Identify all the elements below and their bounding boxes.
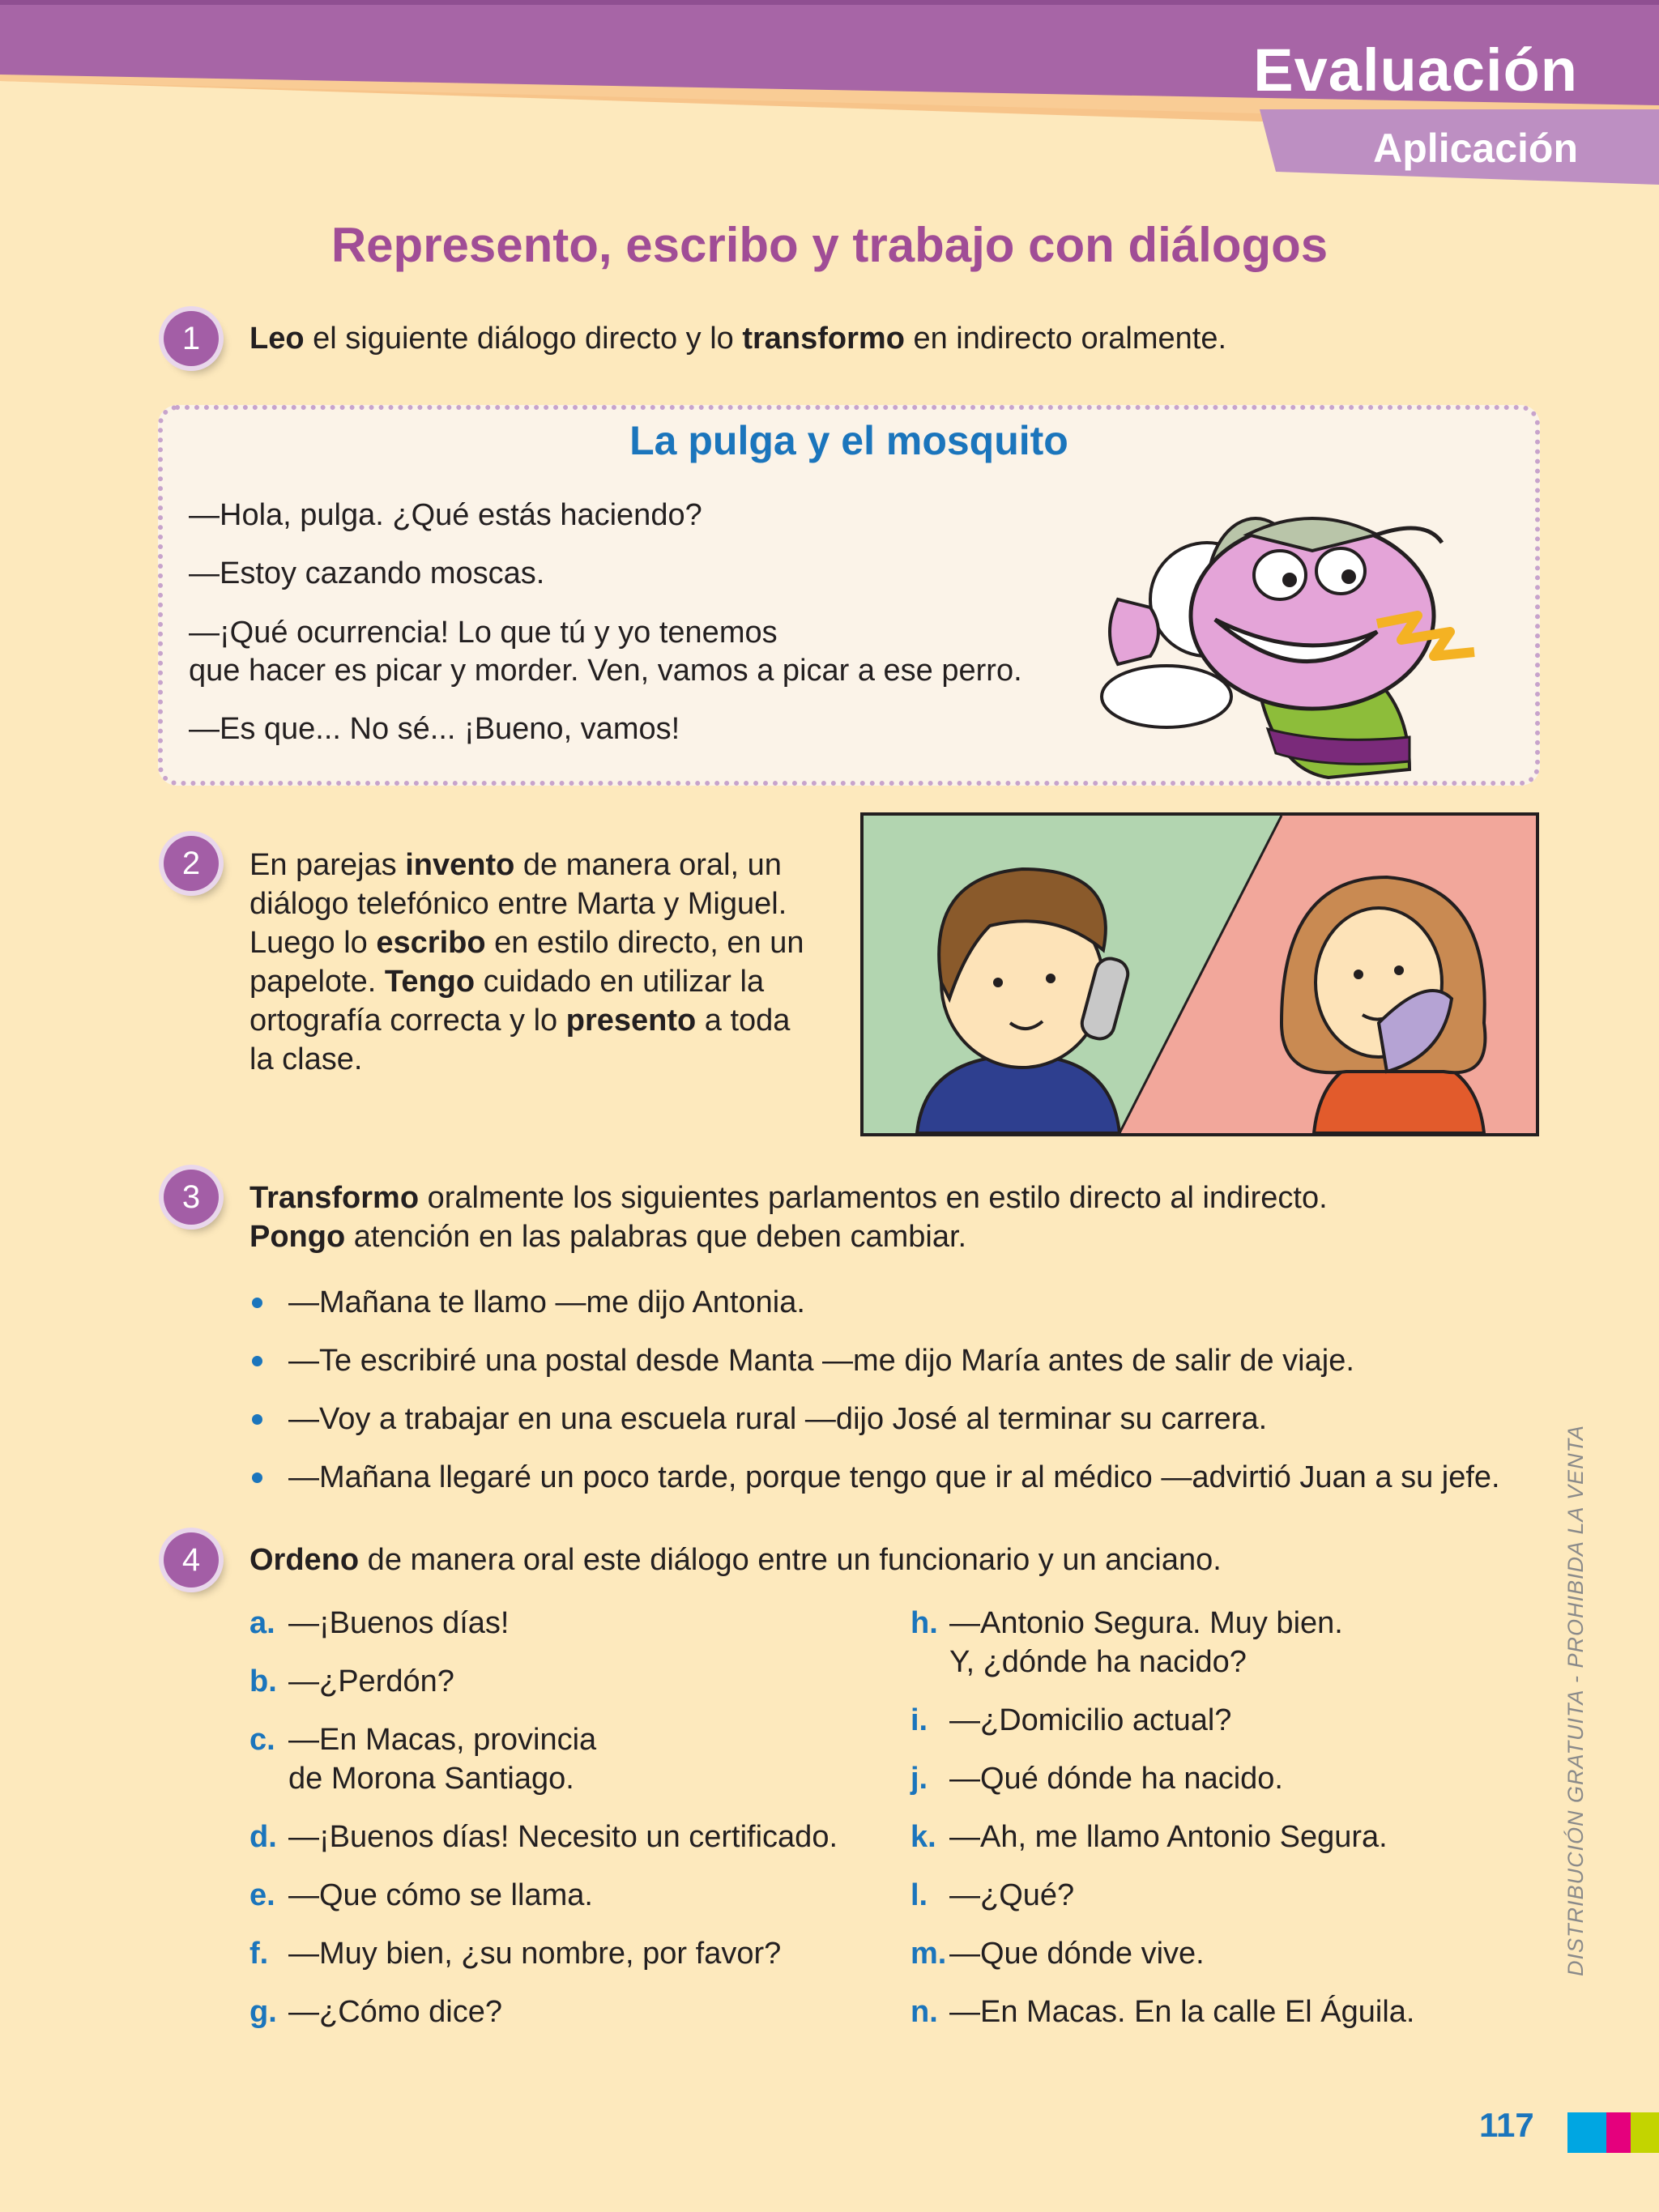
phone-call-illustration (860, 812, 1539, 1136)
activity-number-4: 4 (164, 1532, 219, 1588)
option-text: —Qué dónde ha nacido. (949, 1762, 1283, 1796)
activity-4-instruction: Ordeno de manera oral este diálogo entre un funcionario y un anciano. (249, 1543, 1222, 1577)
activity-1-instruction (249, 319, 1226, 358)
option-text: —En Macas. En la calle El Águila. (949, 1995, 1415, 2029)
story-title: La pulga y el mosquito (629, 418, 1068, 463)
option-letter: h. (911, 1606, 938, 1640)
activity-number-2: 2 (164, 836, 219, 891)
color-swatch (1606, 2112, 1631, 2153)
activity-2-line: Luego lo escribo en estilo directo, en un (249, 926, 804, 960)
bullet-item: —Mañana llegaré un poco tarde, porque tengo que ir al médico —advirtió Juan a su jefe. (288, 1460, 1500, 1494)
dialogue-line: —Es que... No sé... ¡Bueno, vamos! (189, 712, 680, 746)
option-text: Y, ¿dónde ha nacido? (949, 1645, 1247, 1679)
distribution-note: DISTRIBUCIÓN GRATUITA - PROHIBIDA LA VENTA (1563, 1424, 1588, 1976)
bullet-icon (252, 1414, 262, 1425)
mosquito-illustration (1069, 502, 1491, 786)
option-text: —Muy bien, ¿su nombre, por favor? (288, 1937, 782, 1971)
dialogue-line: —¡Qué ocurrencia! Lo que tú y yo tenemos (189, 616, 778, 650)
activity-2-line: diálogo telefónico entre Marta y Miguel. (249, 887, 787, 921)
option-text: —¡Buenos días! (288, 1606, 510, 1640)
bullet-icon (252, 1298, 262, 1308)
instruction-text: el siguiente diálogo directo y lo (304, 322, 743, 356)
instruction-text: en indirecto oralmente. (904, 322, 1227, 356)
option-text: —En Macas, provincia (288, 1723, 597, 1757)
option-text: —¿Qué? (949, 1878, 1075, 1912)
bullet-icon (252, 1473, 262, 1483)
option-letter: j. (911, 1762, 928, 1796)
section-title: Evaluación (1253, 36, 1578, 104)
option-letter: m. (911, 1937, 947, 1971)
keyword: Leo (249, 322, 305, 356)
option-text: —Ah, me llamo Antonio Segura. (949, 1820, 1388, 1854)
activity-2-line: En parejas invento de manera oral, un (249, 848, 782, 882)
option-text: —¿Domicilio actual? (949, 1703, 1232, 1737)
dialogue-line: —Hola, pulga. ¿Qué estás haciendo? (189, 498, 702, 532)
activity-2-line: ortografía correcta y lo presento a toda (249, 1004, 791, 1038)
bullet-icon (252, 1356, 262, 1366)
option-text: —¿Cómo dice? (288, 1995, 502, 2029)
option-text: —Antonio Segura. Muy bien. (949, 1606, 1343, 1640)
activity-2-line: papelote. Tengo cuidado en utilizar la (249, 965, 765, 999)
activity-3-instruction: Transformo oralmente los siguientes parlamentos en estilo directo al indirecto. (249, 1181, 1328, 1215)
color-swatch (1567, 2112, 1606, 2153)
option-text: de Morona Santiago. (288, 1762, 574, 1796)
section-subtitle: Aplicación (1373, 126, 1578, 171)
option-letter: i. (911, 1703, 928, 1737)
dialogue-line: que hacer es picar y morder. Ven, vamos a picar a ese perro. (189, 654, 1022, 688)
color-swatch (1631, 2112, 1659, 2153)
activity-2-line: la clase. (249, 1042, 363, 1076)
option-letter: f. (249, 1937, 269, 1971)
activity-3-instruction: Pongo atención en las palabras que deben cambiar. (249, 1220, 967, 1254)
option-letter: e. (249, 1878, 275, 1912)
page-number: 117 (1479, 2106, 1534, 2144)
option-letter: b. (249, 1664, 277, 1698)
bullet-item: —Te escribiré una postal desde Manta —me dijo María antes de salir de viaje. (288, 1344, 1354, 1378)
option-letter: d. (249, 1820, 277, 1854)
option-letter: k. (911, 1820, 936, 1854)
option-letter: g. (249, 1995, 277, 2029)
option-text: —Que cómo se llama. (288, 1878, 593, 1912)
page-title: Represento, escribo y trabajo con diálogos (331, 218, 1328, 272)
activity-number-1: 1 (164, 311, 219, 366)
option-letter: a. (249, 1606, 275, 1640)
bullet-item: —Mañana te llamo —me dijo Antonia. (288, 1285, 805, 1319)
option-text: —¿Perdón? (288, 1664, 454, 1698)
bullet-item: —Voy a trabajar en una escuela rural —dijo José al terminar su carrera. (288, 1402, 1268, 1436)
dialogue-line: —Estoy cazando moscas. (189, 556, 545, 590)
keyword: transformo (742, 322, 905, 356)
option-letter: l. (911, 1878, 928, 1912)
activity-number-3: 3 (164, 1170, 219, 1225)
option-text: —Que dónde vive. (949, 1937, 1205, 1971)
option-text: —¡Buenos días! Necesito un certificado. (288, 1820, 838, 1854)
option-letter: c. (249, 1723, 275, 1757)
option-letter: n. (911, 1995, 938, 2029)
